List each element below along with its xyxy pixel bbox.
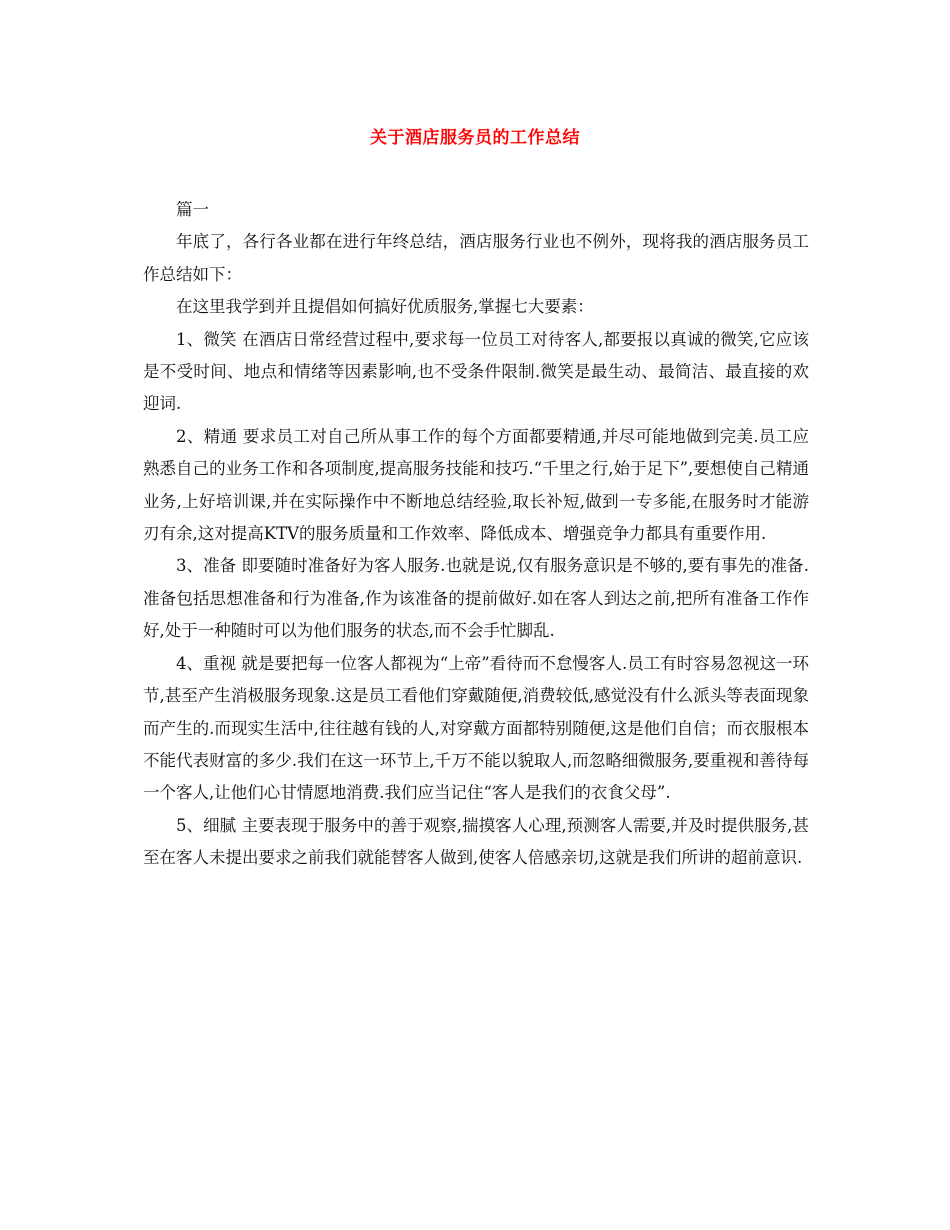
paragraph-preparation: 3、准备 即要随时准备好为客人服务.也就是说,仅有服务意识是不够的,要有事先的准备.准备包括思想准备和行为准备,作为该准备的提前做好.如在客人到达之前,把所有准备工作作好,处于一种随时可以为他们服务的状态,而不会手忙脚乱. bbox=[143, 556, 809, 641]
paragraph-intro: 年底了，各行各业都在进行年终总结，酒店服务行业也不例外，现将我的酒店服务员工作总结如下： bbox=[143, 232, 809, 284]
document-title: 关于酒店服务员的工作总结 bbox=[370, 128, 580, 148]
paragraph-elements: 在这里我学到并且提倡如何搞好优质服务,掌握七大要素： bbox=[176, 297, 594, 317]
paragraph-smile: 1、微笑 在酒店日常经营过程中,要求每一位员工对待客人,都要报以真诚的微笑,它应该是不受时间、地点和情绪等因素影响,也不受条件限制.微笑是最生动、最简洁、最直接的欢迎词. bbox=[143, 329, 809, 414]
paragraph-attention: 4、重视 就是要把每一位客人都视为“上帝”看待而不怠慢客人.员工有时容易忽视这一环节,甚至产生消极服务现象.这是员工看他们穿戴随便,消费较低,感觉没有什么派头等表面现象而产生的.而现实生活中,往往越有钱的人,对穿戴方面都特别随便,这是他们自信；而衣服根本不能代表财富的多少.我们在这一环节上,千万不能以貌取人,而忽略细微服务,要重视和善待每一个客人,让他们心甘情愿地消费.我们应当记住“客人是我们的衣食父母”. bbox=[143, 653, 809, 803]
paragraph-proficiency: 2、精通 要求员工对自己所从事工作的每个方面都要精通,并尽可能地做到完美.员工应熟悉自己的业务工作和各项制度,提高服务技能和技巧.“千里之行,始于足下”,要想使自己精通业务,上好培训课,并在实际操作中不断地总结经验,取长补短,做到一专多能,在服务时才能游刃有余,这对提高KTV的服务质量和工作效率、降低成本、增强竞争力都具有重要作用. bbox=[143, 426, 809, 544]
paragraph-meticulous: 5、细腻 主要表现于服务中的善于观察,揣摸客人心理,预测客人需要,并及时提供服务,甚至在客人未提出要求之前我们就能替客人做到,使客人倍感亲切,这就是我们所讲的超前意识. bbox=[143, 815, 809, 868]
section-heading: 篇一 bbox=[176, 200, 209, 219]
document-body bbox=[143, 194, 809, 875]
